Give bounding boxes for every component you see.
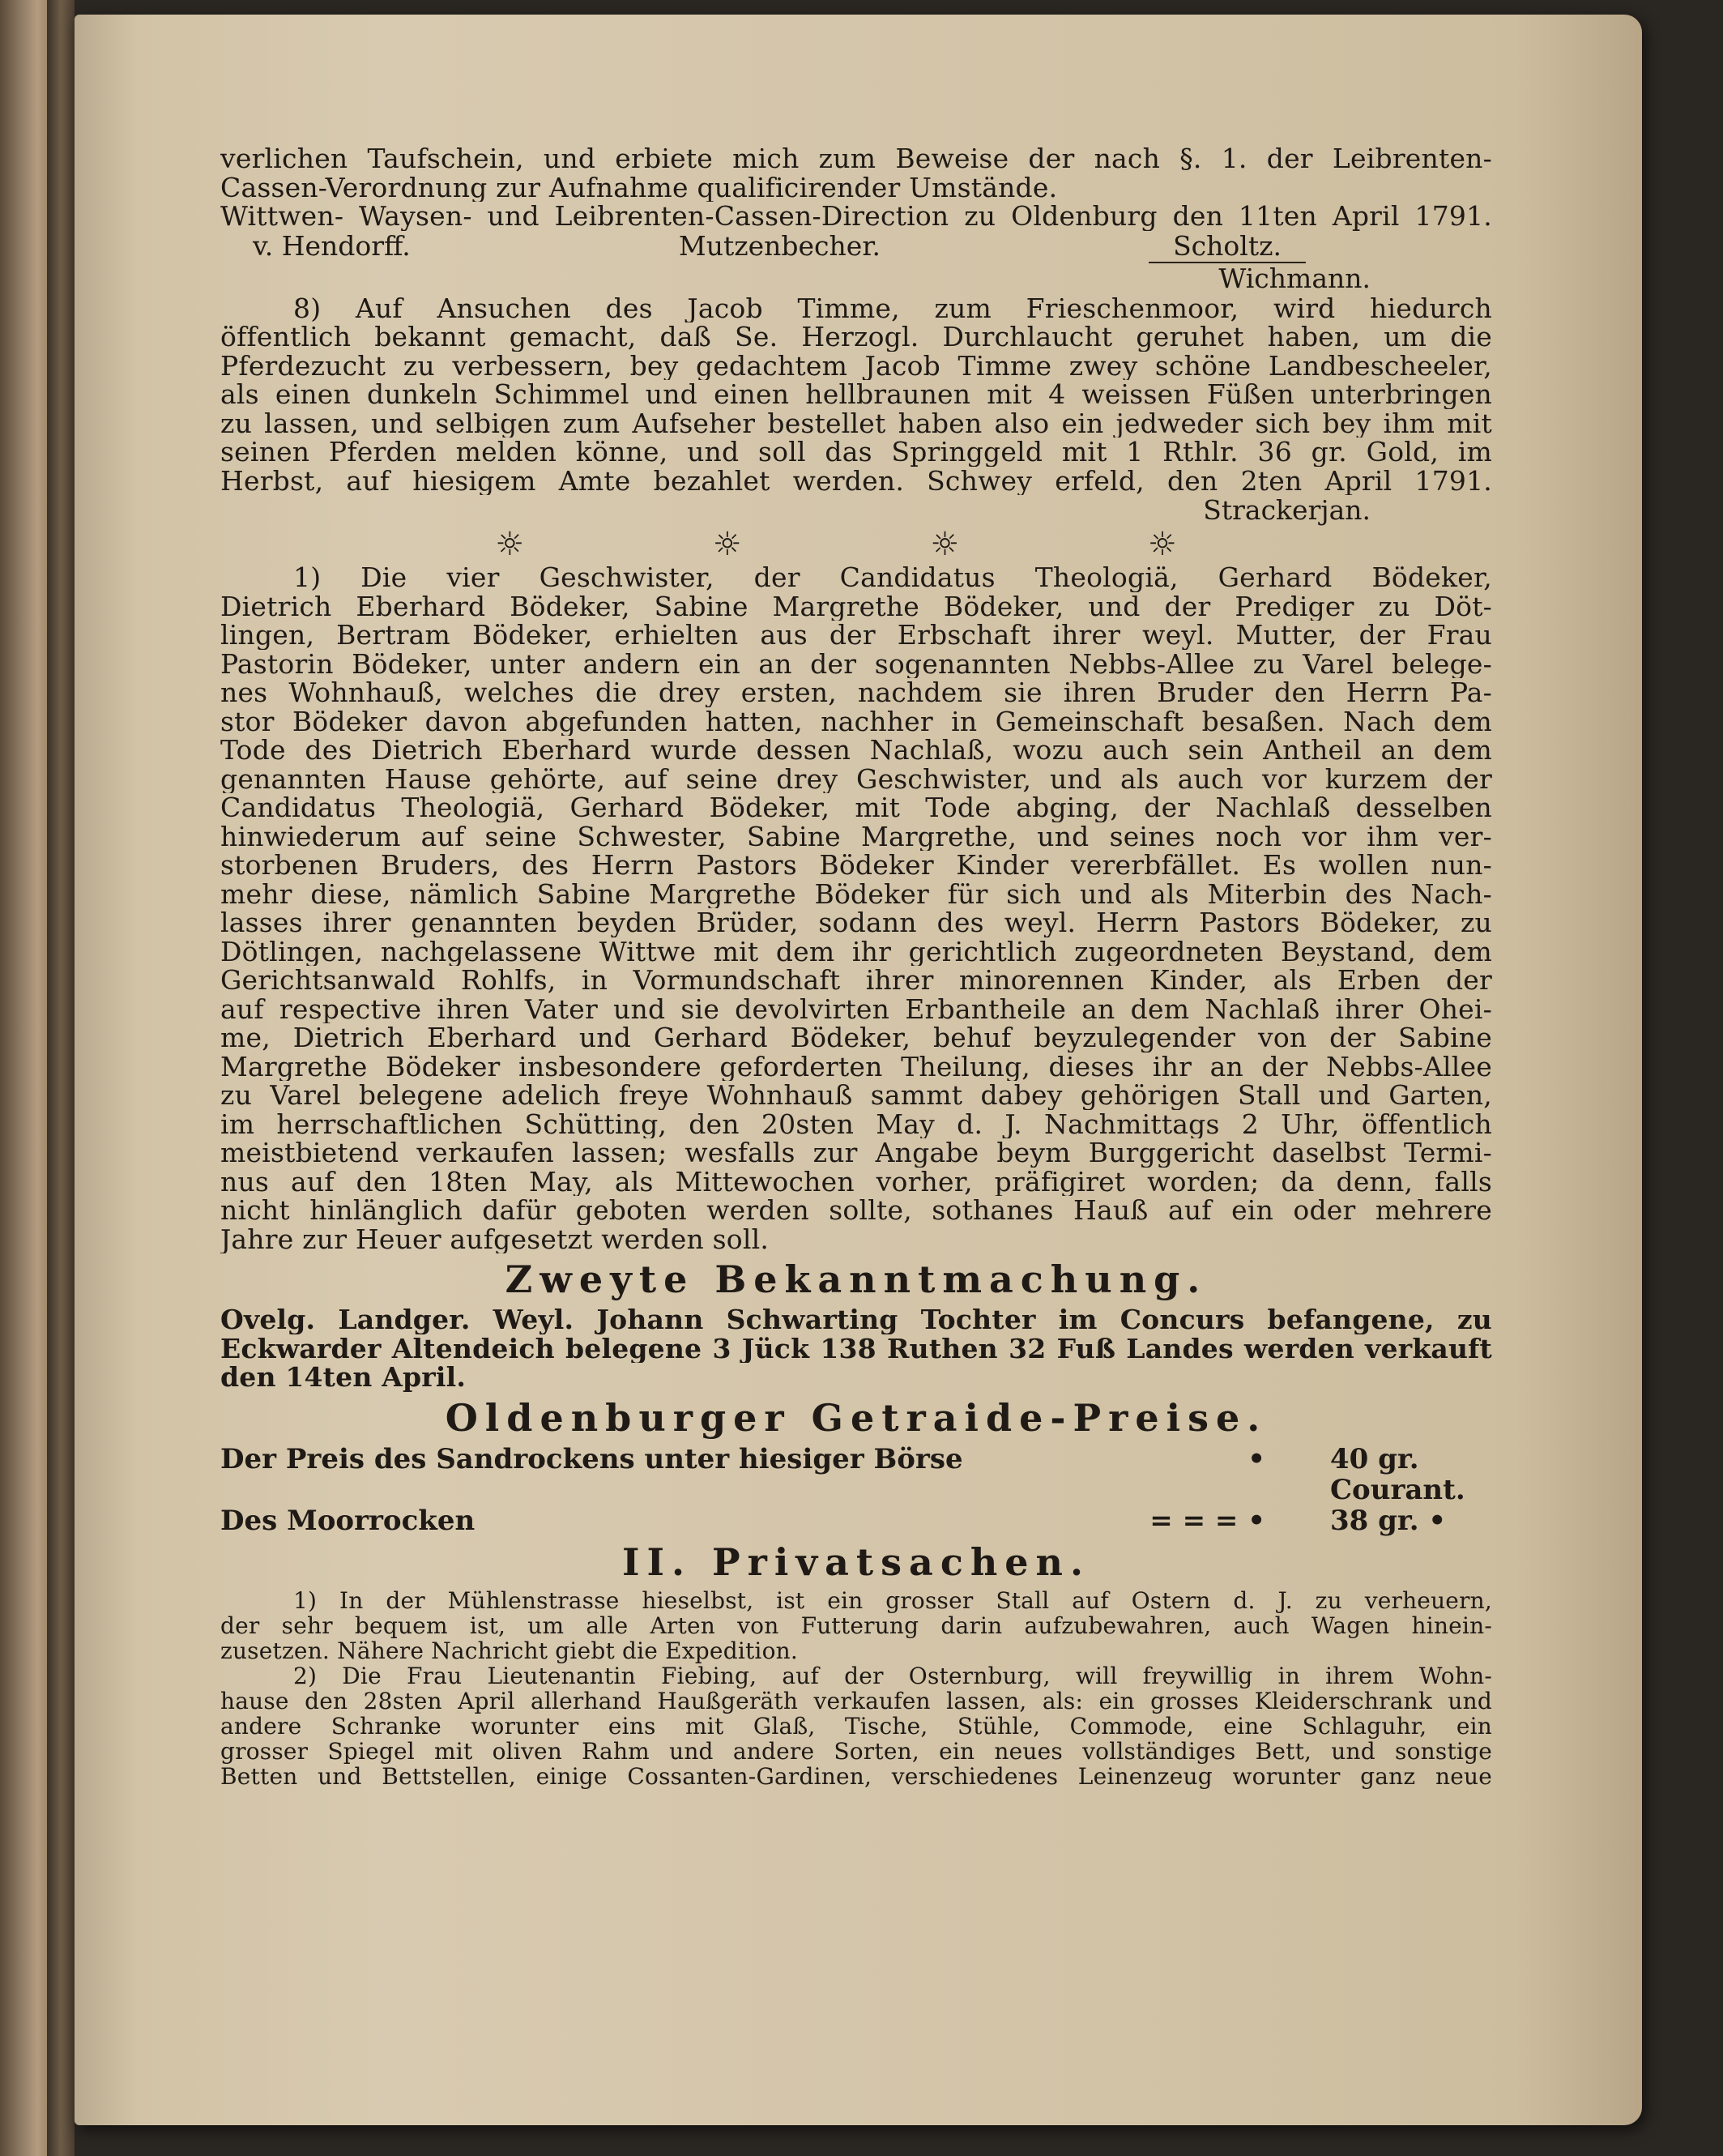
place-date-line: Wittwen- Waysen- und Leibrenten-Cassen-Direction zu Oldenburg den 11ten April 1791. bbox=[220, 202, 1492, 231]
price-label: Der Preis des Sandrockens unter hiesiger Börse bbox=[220, 1442, 963, 1475]
price-row bbox=[220, 1505, 1492, 1536]
notice-line: lasses ihrer genannten beyden Brüder, sodann des weyl. Herrn Pastors Bödeker, zu bbox=[220, 908, 1492, 937]
private-notice-line: andere Schranke worunter eins mit Glaß, Tische, Stühle, Commode, eine Schlaguhr, ein bbox=[220, 1713, 1492, 1739]
notice-line: genannten Hause gehörte, auf seine drey Geschwister, und als auch vor kurzem der bbox=[220, 764, 1492, 793]
notice-line: Pferdezucht zu verbessern, bey gedachtem Jacob Timme zwey schöne Landbescheeler, bbox=[220, 351, 1492, 380]
notice-line: hinwiederum auf seine Schwester, Sabine Margrethe, und seines noch vor ihm ver- bbox=[220, 822, 1492, 851]
notice-line: als einen dunkeln Schimmel und einen hellbraunen mit 4 weissen Füßen unterbringen bbox=[220, 380, 1492, 409]
book-left-page-edge bbox=[0, 0, 47, 2156]
page-text-block bbox=[220, 144, 1492, 1789]
announcement-line: Eckwarder Altendeich belegene 3 Jück 138 Ruthen 32 Fuß Landes werden verkauft bbox=[220, 1334, 1492, 1363]
heading-getraide-preise: Oldenburger Getraide-Preise. bbox=[445, 1395, 1268, 1440]
notice-line: Herbst, auf hiesigem Amte bezahlet werden. Schwey erfeld, den 2ten April 1791. bbox=[220, 466, 1492, 495]
notice-line: nicht hinlänglich dafür geboten werden sollte, sothanes Hauß auf ein oder mehrere bbox=[220, 1196, 1492, 1225]
notice-line: nus auf den 18ten May, als Mittewochen vorher, präfigiret worden; da denn, falls bbox=[220, 1167, 1492, 1196]
private-notice-line: der sehr bequem ist, um alle Arten von Futterung darin aufzubewahren, auch Wagen hinein- bbox=[220, 1612, 1492, 1638]
notice-line: Margrethe Bödeker insbesondere geforderten Theilung, dieses ihr an der Nebbs-Allee bbox=[220, 1052, 1492, 1081]
heading-privatsachen: II. Privatsachen. bbox=[621, 1539, 1091, 1584]
price-value: 40 gr. Courant. bbox=[1330, 1442, 1465, 1506]
notice-line: zu lassen, und selbigen zum Aufseher bestellet haben also ein jedweder sich bey ihm mit bbox=[220, 408, 1492, 438]
private-notice-line: zusetzen. Nähere Nachricht giebt die Expedition. bbox=[220, 1637, 798, 1663]
private-notice-line: Betten und Bettstellen, einige Cossanten-Gardinen, verschiedenes Leinenzeug worunter ganz neue bbox=[220, 1763, 1492, 1789]
notice-line: Jahre zur Heuer aufgesetzt werden soll. bbox=[220, 1224, 770, 1253]
price-value: 38 gr. • bbox=[1330, 1504, 1447, 1537]
notice-line: seinen Pferden melden könne, und soll das Springgeld mit 1 Rthlr. 36 gr. Gold, im bbox=[220, 438, 1492, 467]
notice-line: zu Varel belegene adelich freye Wohnhauß sammt dabey gehörigen Stall und Garten, bbox=[220, 1081, 1492, 1110]
scanned-page bbox=[75, 15, 1642, 2125]
notice-line: me, Dietrich Eberhard und Gerhard Bödeker, behuf beyzulegender von der Sabine bbox=[220, 1023, 1492, 1052]
announcement-line: den 14ten April. bbox=[220, 1363, 467, 1392]
private-notice-line: 1) In der Mühlenstrasse hieselbst, ist ein grosser Stall auf Ostern d. J. zu verheuern, bbox=[293, 1587, 1492, 1613]
private-notice-line: grosser Spiegel mit oliven Rahm und andere Sorten, ein neues vollständiges Bett, und sonstige bbox=[220, 1738, 1492, 1764]
price-row bbox=[220, 1444, 1492, 1505]
text-line: verlichen Taufschein, und erbiete mich zum Beweise der nach §. 1. der Leibrenten- bbox=[220, 144, 1492, 173]
notice-line: Gerichtsanwald Rohlfs, in Vormundschaft ihrer minorennen Kinder, als Erben der bbox=[220, 966, 1492, 995]
notice-line: Pastorin Bödeker, unter andern ein an der sogenannten Nebbs-Allee zu Varel belege- bbox=[220, 649, 1492, 678]
notice-line: Dötlingen, nachgelassene Wittwe mit dem ihr gerichtlich zugeordneten Beystand, dem bbox=[220, 937, 1492, 966]
private-notice-line: 2) Die Frau Lieutenantin Fiebing, auf der Osternburg, will freywillig in ihrem Wohn- bbox=[293, 1663, 1492, 1689]
notice-line: storbenen Bruders, des Herrn Pastors Bödeker Kinder vererbfället. Es wollen nun- bbox=[220, 851, 1492, 880]
price-dots: • bbox=[1247, 1442, 1265, 1475]
signature-right: Wichmann. bbox=[1218, 262, 1371, 294]
signature: Mutzenbecher. bbox=[678, 229, 881, 262]
notice-line: stor Bödeker davon abgefunden hatten, nachher in Gemeinschaft besaßen. Nach dem bbox=[220, 707, 1492, 736]
announcement-line: Ovelg. Landger. Weyl. Johann Schwarting Tochter im Concurs befangene, zu bbox=[220, 1305, 1492, 1334]
price-dots: = = = • bbox=[1149, 1504, 1265, 1537]
signature-row bbox=[220, 231, 1492, 263]
notice-line: 1) Die vier Geschwister, der Candidatus Theologiä, Gerhard Bödeker, bbox=[293, 563, 1492, 592]
notice-line: Dietrich Eberhard Bödeker, Sabine Margrethe Bödeker, und der Prediger zu Döt- bbox=[220, 591, 1492, 621]
notice-line: im herrschaftlichen Schütting, den 20sten May d. J. Nachmittags 2 Uhr, öffentlich bbox=[220, 1109, 1492, 1138]
signature: v. Hendorff. bbox=[253, 229, 411, 262]
notice-line: lingen, Bertram Bödeker, erhielten aus der Erbschaft ihrer weyl. Mutter, der Frau bbox=[220, 621, 1492, 650]
heading-zweyte-bekanntmachung: Zweyte Bekanntmachung. bbox=[505, 1257, 1208, 1301]
private-notice-line: hause den 28sten April allerhand Haußgeräth verkaufen lassen, als: ein grosses Kleiderschrank und bbox=[220, 1688, 1492, 1714]
notice-line: Tode des Dietrich Eberhard wurde dessen Nachlaß, wozu auch sein Antheil an dem bbox=[220, 736, 1492, 765]
notice-line: auf respective ihren Vater und sie devolvirten Erbantheile an dem Nachlaß ihrer Ohei- bbox=[220, 994, 1492, 1023]
notice-line: mehr diese, nämlich Sabine Margrethe Bödeker für sich und als Miterbin des Nach- bbox=[220, 879, 1492, 908]
notice-line: 8) Auf Ansuchen des Jacob Timme, zum Frieschenmoor, wird hiedurch bbox=[293, 293, 1492, 322]
ornament-stars: ☼ ☼ ☼ ☼ bbox=[495, 526, 1266, 563]
book-spine bbox=[47, 0, 75, 2156]
signature-right: Strackerjan. bbox=[1203, 494, 1371, 526]
notice-line: nes Wohnhauß, welches die drey ersten, nachdem sie ihren Bruder den Herrn Pa- bbox=[220, 678, 1492, 707]
text-line: Cassen-Verordnung zur Aufnahme qualificirender Umstände. bbox=[220, 173, 1058, 202]
price-label: Des Moorrocken bbox=[220, 1504, 476, 1537]
notice-line: öffentlich bekannt gemacht, daß Se. Herzogl. Durchlaucht geruhet haben, um die bbox=[220, 322, 1492, 352]
signature: Scholtz. bbox=[1149, 231, 1306, 263]
notice-line: Candidatus Theologiä, Gerhard Bödeker, mit Tode abging, der Nachlaß desselben bbox=[220, 793, 1492, 822]
notice-line: meistbietend verkaufen lassen; wesfalls zur Angabe beym Burggericht daselbst Termi- bbox=[220, 1138, 1492, 1168]
